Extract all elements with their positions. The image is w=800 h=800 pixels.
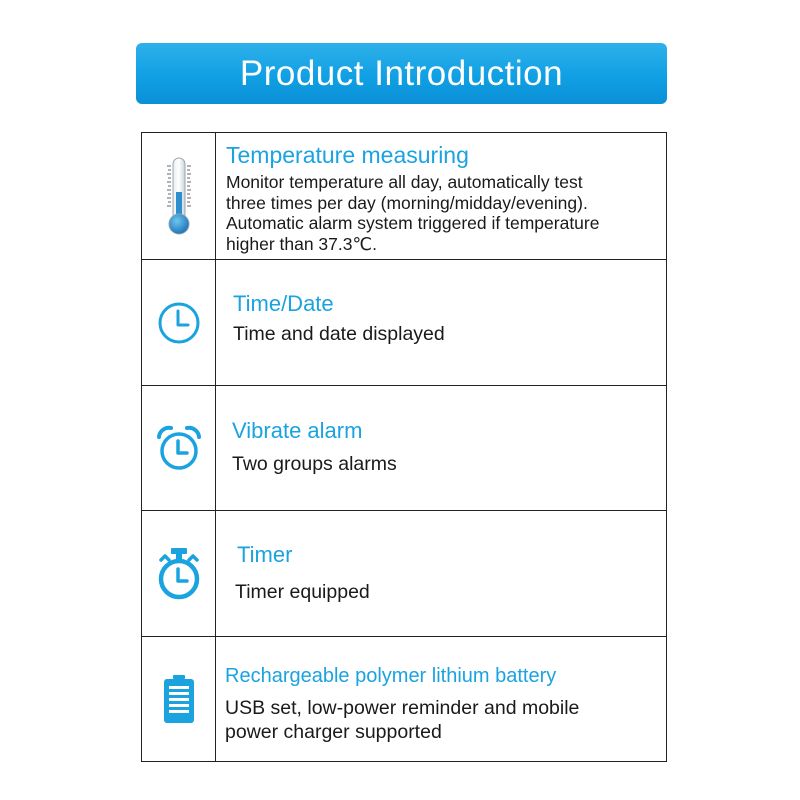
description-line: power charger supported — [225, 721, 442, 743]
feature-title: Rechargeable polymer lithium battery — [225, 665, 557, 687]
feature-row-time-date — [142, 259, 666, 385]
description-line: three times per day (morning/midday/evening). — [226, 192, 588, 213]
description-line: Automatic alarm system triggered if temperature — [226, 213, 600, 233]
icon-cell — [142, 386, 216, 510]
text-cell — [216, 386, 666, 510]
feature-table — [141, 132, 667, 762]
title-banner — [136, 43, 667, 104]
page-title: Product Introduction — [239, 53, 564, 93]
feature-title: Vibrate alarm — [232, 418, 363, 443]
description-line: USB set, low-power reminder and mobile — [225, 697, 580, 719]
text-cell — [216, 260, 666, 385]
feature-description — [235, 582, 370, 603]
description-line: higher than 37.3℃. — [226, 233, 378, 254]
stopwatch-icon — [154, 546, 204, 602]
feature-row-battery — [142, 636, 666, 761]
icon-cell — [142, 133, 216, 259]
feature-row-vibrate-alarm — [142, 385, 666, 510]
text-cell — [216, 511, 666, 636]
feature-title: Temperature measuring — [226, 142, 469, 168]
icon-cell — [142, 637, 216, 761]
feature-description — [226, 172, 599, 254]
icon-cell — [142, 260, 216, 385]
clock-icon — [157, 301, 201, 345]
feature-row-temperature — [142, 133, 666, 259]
alarm-clock-icon — [154, 423, 204, 473]
icon-cell — [142, 511, 216, 636]
description-line: Monitor temperature all day, automatically test — [226, 172, 583, 192]
feature-title: Timer — [237, 542, 293, 567]
feature-description — [233, 324, 445, 345]
feature-row-timer — [142, 510, 666, 636]
description-line: Two groups alarms — [232, 453, 397, 475]
feature-description — [232, 454, 397, 475]
description-line: Timer equipped — [235, 581, 370, 603]
description-line: Time and date displayed — [233, 323, 445, 345]
feature-title: Time/Date — [233, 291, 334, 316]
thermometer-icon — [162, 156, 196, 236]
text-cell — [216, 637, 666, 761]
battery-icon — [161, 674, 197, 724]
feature-description — [225, 696, 579, 744]
text-cell — [216, 133, 666, 259]
